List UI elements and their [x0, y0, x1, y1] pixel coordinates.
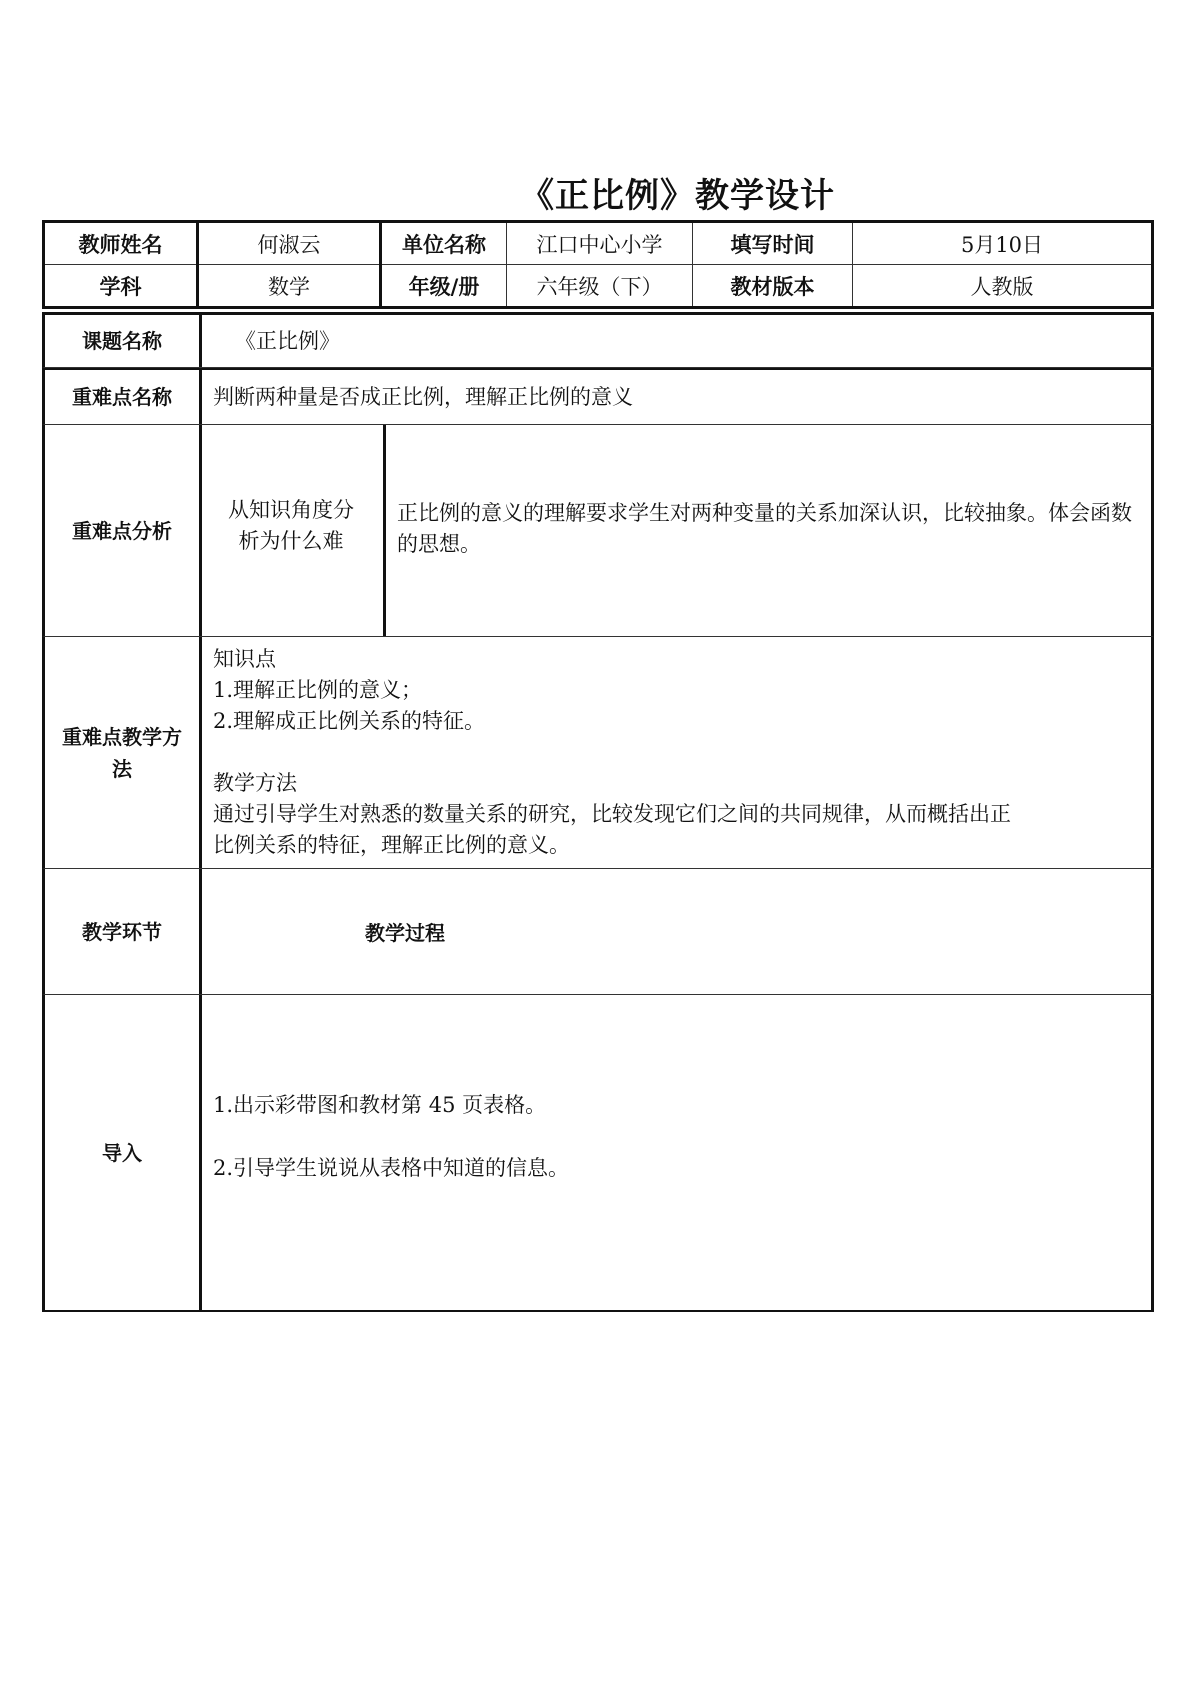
process-header-row	[42, 869, 1154, 995]
knowledge-heading: 知识点	[213, 647, 276, 671]
analysis-label: 重难点分析	[45, 425, 202, 636]
info-row-1	[44, 222, 1153, 265]
method-text-line1: 通过引导学生对熟悉的数量关系的研究，比较发现它们之间的共同规律，从而概括出正	[213, 802, 1011, 826]
methods-row	[42, 637, 1154, 869]
spacer	[213, 737, 1141, 768]
methods-content	[213, 644, 1141, 868]
key-points-label: 重难点名称	[45, 370, 202, 424]
knowledge-item: 1.理解正比例的意义；	[213, 678, 423, 702]
topic-value: 《正比例》	[235, 328, 340, 353]
subject-value: 数学	[198, 265, 381, 308]
intro-row	[42, 995, 1154, 1312]
analysis-sub-label: 从知识角度分析为什么难	[228, 497, 354, 553]
edition-value: 人教版	[853, 265, 1153, 308]
methods-label-line1: 重难点教学方	[62, 724, 182, 749]
key-points-value: 判断两种量是否成正比例，理解正比例的意义	[213, 384, 633, 409]
grade-label: 年级/册	[381, 265, 507, 308]
date-label: 填写时间	[693, 222, 853, 265]
unit-label: 单位名称	[381, 222, 507, 265]
intro-item: 1.出示彩带图和教材第 45 页表格。	[213, 1093, 547, 1117]
intro-label: 导入	[45, 995, 202, 1310]
analysis-text: 正比例的意义的理解要求学生对两种变量的关系加深认识，比较抽象。体会函数的思想。	[397, 500, 1132, 556]
knowledge-item: 2.理解成正比例关系的特征。	[213, 709, 486, 733]
intro-item: 2.引导学生说说从表格中知道的信息。	[213, 1156, 570, 1180]
analysis-row	[42, 425, 1154, 637]
process-header-value: 教学过程	[365, 921, 445, 945]
teacher-name: 何淑云	[198, 222, 381, 265]
analysis-sub-label-cell	[199, 425, 386, 636]
edition-label: 教材版本	[693, 265, 853, 308]
page-title: 《正比例》教学设计	[520, 176, 835, 216]
date-value: 5月10日	[853, 222, 1153, 265]
unit-name: 江口中心小学	[507, 222, 693, 265]
info-row-2	[44, 265, 1153, 308]
methods-label-line2: 法	[112, 756, 132, 781]
methods-label	[45, 637, 202, 868]
topic-cell	[235, 315, 1141, 367]
method-text-line2: 比例关系的特征，理解正比例的意义。	[213, 833, 570, 857]
key-points-row	[42, 368, 1154, 425]
key-points-cell	[213, 370, 1141, 424]
grade-value: 六年级（下）	[507, 265, 693, 308]
topic-label: 课题名称	[45, 315, 202, 367]
subject-label: 学科	[44, 265, 198, 308]
analysis-text-cell	[397, 425, 1143, 636]
method-heading: 教学方法	[213, 771, 297, 795]
teacher-label: 教师姓名	[44, 222, 198, 265]
intro-content	[213, 1090, 569, 1184]
topic-row	[42, 312, 1154, 368]
info-table	[42, 220, 1154, 309]
process-header-label: 教学环节	[45, 869, 202, 994]
